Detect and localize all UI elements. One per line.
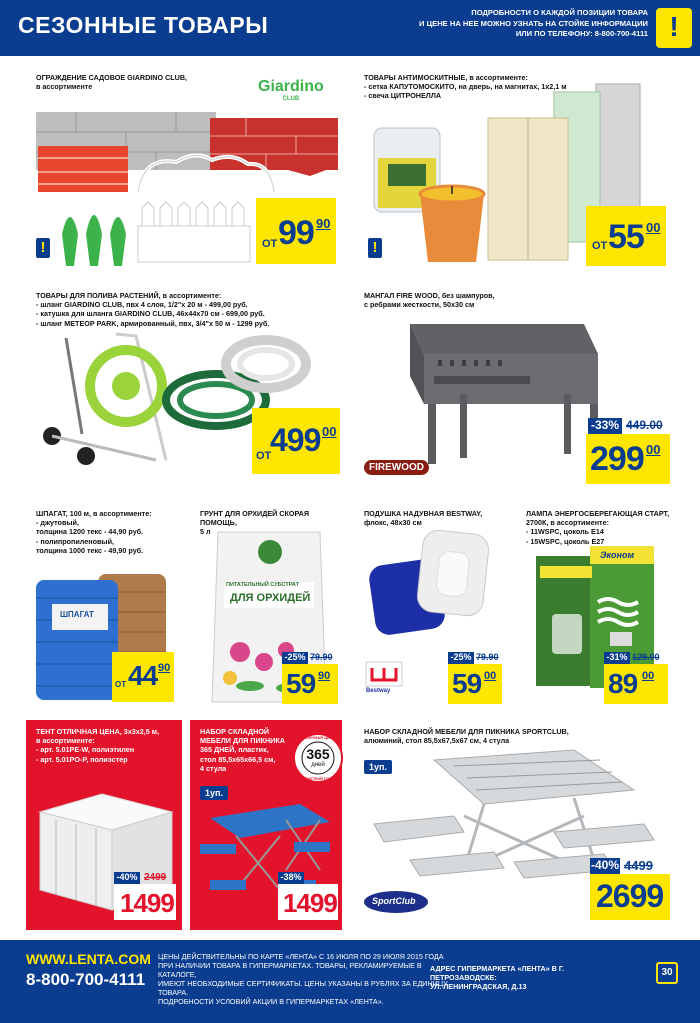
discount-percent: -25% — [448, 652, 474, 664]
price-tag: ОТ 499 00 — [252, 408, 340, 474]
price-value: 59 — [452, 668, 482, 699]
product-title: ОГРАЖДЕНИЕ САДОВОЕ GIARDINO CLUB, в ассортименте — [36, 73, 188, 92]
price-kopecks: 00 — [646, 220, 661, 235]
price-value: 59 — [286, 668, 316, 699]
product-card-mosquito[interactable] — [354, 66, 674, 274]
page-number: 30 — [656, 962, 678, 984]
price-kopecks: 90 — [316, 216, 331, 231]
info-icon: ! — [36, 238, 50, 258]
product-card-picnic-plastic[interactable] — [190, 720, 342, 930]
price-value: 89 — [608, 668, 638, 699]
info-badge — [656, 8, 692, 48]
header-info: ПОДРОБНОСТИ О КАЖДОЙ ПОЗИЦИИ ТОВАРА И ЦЕНЕ НА НЕЕ МОЖНО УЗНАТЬ НА СТОЙКЕ ИНФОРМАЦИИ ИЛИ ПО ТЕЛЕФОНУ: 8-800-700-4111 — [419, 8, 648, 38]
page-footer — [0, 940, 700, 1023]
discount-percent: -40% — [114, 872, 140, 884]
discount-percent: -33% — [588, 418, 622, 434]
soil-bag-subtitle: ПИТАТЕЛЬНЫЙ СУБСТРАТ — [226, 582, 299, 588]
product-card-lamp[interactable] — [516, 502, 674, 710]
store-address: АДРЕС ГИПЕРМАРКЕТА «ЛЕНТА» В Г. ПЕТРОЗАВОДСКЕ: УЛ. ЛЕНИНГРАДСКАЯ, Д.13 — [430, 964, 565, 991]
product-title: ШПАГАТ, 100 м, в ассортименте: - джутовый, толщина 1200 текс - 44,90 руб. - полипропиленовый, толщина 1000 текс - 49,90 руб. — [36, 509, 152, 555]
product-card-orchid-soil[interactable] — [190, 502, 342, 710]
price-value: 55 — [608, 218, 644, 256]
discount-percent: -31% — [604, 652, 630, 664]
price-tag — [278, 884, 338, 920]
exclamation-icon: ! — [669, 11, 679, 42]
product-title: ТЕНТ ОТЛИЧНАЯ ЦЕНА, 3х3х2,5 м, в ассортименте: - арт. 5.01PE-W, полиэтилен - арт. 5.01PO-P, полиэстер — [36, 727, 160, 764]
price-tag: ОТ 55 00 — [586, 206, 666, 266]
old-price: 79.90 — [310, 652, 333, 662]
old-price: 449.00 — [626, 418, 663, 432]
badge-top-text: ОТЛИЧНАЯ ЦЕНА — [300, 735, 336, 740]
website-link[interactable]: WWW.LENTA.COM — [26, 951, 151, 967]
product-card-picnic-aluminium[interactable] — [354, 720, 674, 930]
old-price: 79.90 — [476, 652, 499, 662]
price-value: 99 — [278, 214, 314, 252]
product-title: ЛАМПА ЭНЕРГОСБЕРЕГАЮЩАЯ СТАРТ, 2700К, в ассортименте: - 11WSPC, цоколь E14 - 15WSPC, цоколь E27 — [526, 509, 670, 546]
price-tag — [604, 664, 668, 704]
old-price: 129.00 — [632, 652, 660, 662]
price-value: 2699 — [596, 878, 664, 914]
product-card-watering[interactable] — [26, 284, 346, 492]
discount-percent: -25% — [282, 652, 308, 664]
price-tag — [114, 884, 176, 920]
price-tag — [590, 874, 670, 920]
lamp-box-label: Эконом — [600, 550, 635, 560]
unit-tag: 1уп. — [200, 786, 228, 800]
product-title: ПОДУШКА НАДУВНАЯ BESTWAY, флокс, 48х30 см — [364, 509, 483, 528]
product-card-tent[interactable] — [26, 720, 182, 930]
product-card-grill[interactable] — [354, 284, 674, 492]
badge-365-number: 365 — [306, 746, 330, 762]
discount-percent: -38% — [278, 872, 304, 884]
product-card-twine[interactable] — [26, 502, 178, 710]
product-card-fence[interactable] — [26, 66, 346, 274]
bestway-logo: Bestway — [366, 688, 391, 694]
price-value: 1499 — [283, 888, 337, 918]
product-title: МАНГАЛ FIRE WOOD, без шампуров, с ребрами жесткости, 50х30 см — [364, 291, 495, 310]
product-title: ТОВАРЫ АНТИМОСКИТНЫЕ, в ассортименте: - сетка КАПУТОМОСКИТО, на дверь, на магнитах, 1х2,1 м - свеча ЦИТРОНЕЛЛА — [364, 73, 567, 101]
old-price: 2399 — [308, 872, 331, 883]
product-title: ГРУНТ ДЛЯ ОРХИДЕЙ СКОРАЯ ПОМОЩЬ, 5 л — [200, 509, 309, 537]
price-kopecks: 90 — [158, 662, 171, 674]
page-title: СЕЗОННЫЕ ТОВАРЫ — [18, 12, 269, 38]
unit-tag: 1уп. — [364, 760, 392, 774]
old-price: 4499 — [624, 858, 653, 873]
phone-number: 8-800-700-4111 — [26, 970, 146, 989]
price-kopecks: 00 — [484, 670, 497, 682]
price-kopecks: 00 — [322, 424, 337, 439]
discount-percent: -40% — [590, 858, 619, 872]
price-tag — [282, 664, 338, 704]
price-kopecks: 90 — [318, 670, 331, 682]
sportclub-logo: SportClub — [372, 896, 416, 906]
terms-note: ЦЕНЫ ДЕЙСТВИТЕЛЬНЫ ПО КАРТЕ «ЛЕНТА» С 16 ИЮЛЯ ПО 29 ИЮЛЯ 2015 ГОДА ПРИ НАЛИЧИИ ТОВАРА В ГИПЕРМАРКЕТАХ. ТОВАРЫ, РЕКЛАМИРУЕМЫЕ В КАТАЛОГЕ, ИМЕЮТ НЕОБХОДИМЫЕ СЕРТИФИКАТЫ. ЦЕНЫ УКАЗАНЫ В РУБЛЯХ ЗА ЕДИНИЦУ ТОВАРА. ПОДРОБНОСТИ УСЛОВИЙ АКЦИИ В ГИПЕРМАРКЕТАХ «ЛЕНТА». — [158, 952, 448, 1006]
price-tag: ОТ 44 90 — [112, 652, 174, 702]
price-value: 1499 — [120, 888, 174, 918]
price-kopecks: 00 — [642, 670, 655, 682]
giardino-logo: Giardino CLUB — [258, 78, 324, 102]
product-title: ТОВАРЫ ДЛЯ ПОЛИВА РАСТЕНИЙ, в ассортименте: - шланг GIARDINO CLUB, пвх 4 слоя, 1/2"х 20 м - 499,00 руб. - катушка для шланга GIARDINO CLUB, 46х44х70 см - 699,00 руб. - шланг МЕТЕОР PARK, армированный, пвх, 3/4"х 50 м - 1299 руб. — [36, 291, 270, 328]
old-price: 2499 — [144, 872, 167, 883]
price-value: 299 — [590, 440, 644, 478]
price-tag — [448, 664, 502, 704]
badge-365-days: дней — [311, 762, 325, 768]
badge-bottom-text: КРУГЛЫЙ ГОД — [303, 776, 333, 781]
twine-pack-label: ШПАГАТ — [60, 610, 94, 619]
soil-bag-label: ДЛЯ ОРХИДЕЙ — [230, 592, 311, 604]
price-tag: ОТ 99 90 — [256, 198, 336, 264]
info-icon: ! — [368, 238, 382, 258]
price-tag — [586, 434, 670, 484]
product-title: НАБОР СКЛАДНОЙ МЕБЕЛИ ДЛЯ ПИКНИКА SPORTCLUB, алюминий, стол 85,5х67,5х67 см, 4 стула — [364, 727, 569, 746]
price-value: 44 — [128, 660, 158, 691]
page-header — [0, 0, 700, 56]
product-title: НАБОР СКЛАДНОЙ МЕБЕЛИ ДЛЯ ПИКНИКА 365 ДНЕЙ, пластик, стол 85,5х65х66,5 см, 4 стула — [200, 727, 285, 773]
product-card-pillow[interactable] — [354, 502, 506, 710]
firewood-logo: FIREWOOD — [364, 460, 429, 475]
price-kopecks: 00 — [646, 442, 661, 457]
price-value: 499 — [270, 422, 321, 458]
